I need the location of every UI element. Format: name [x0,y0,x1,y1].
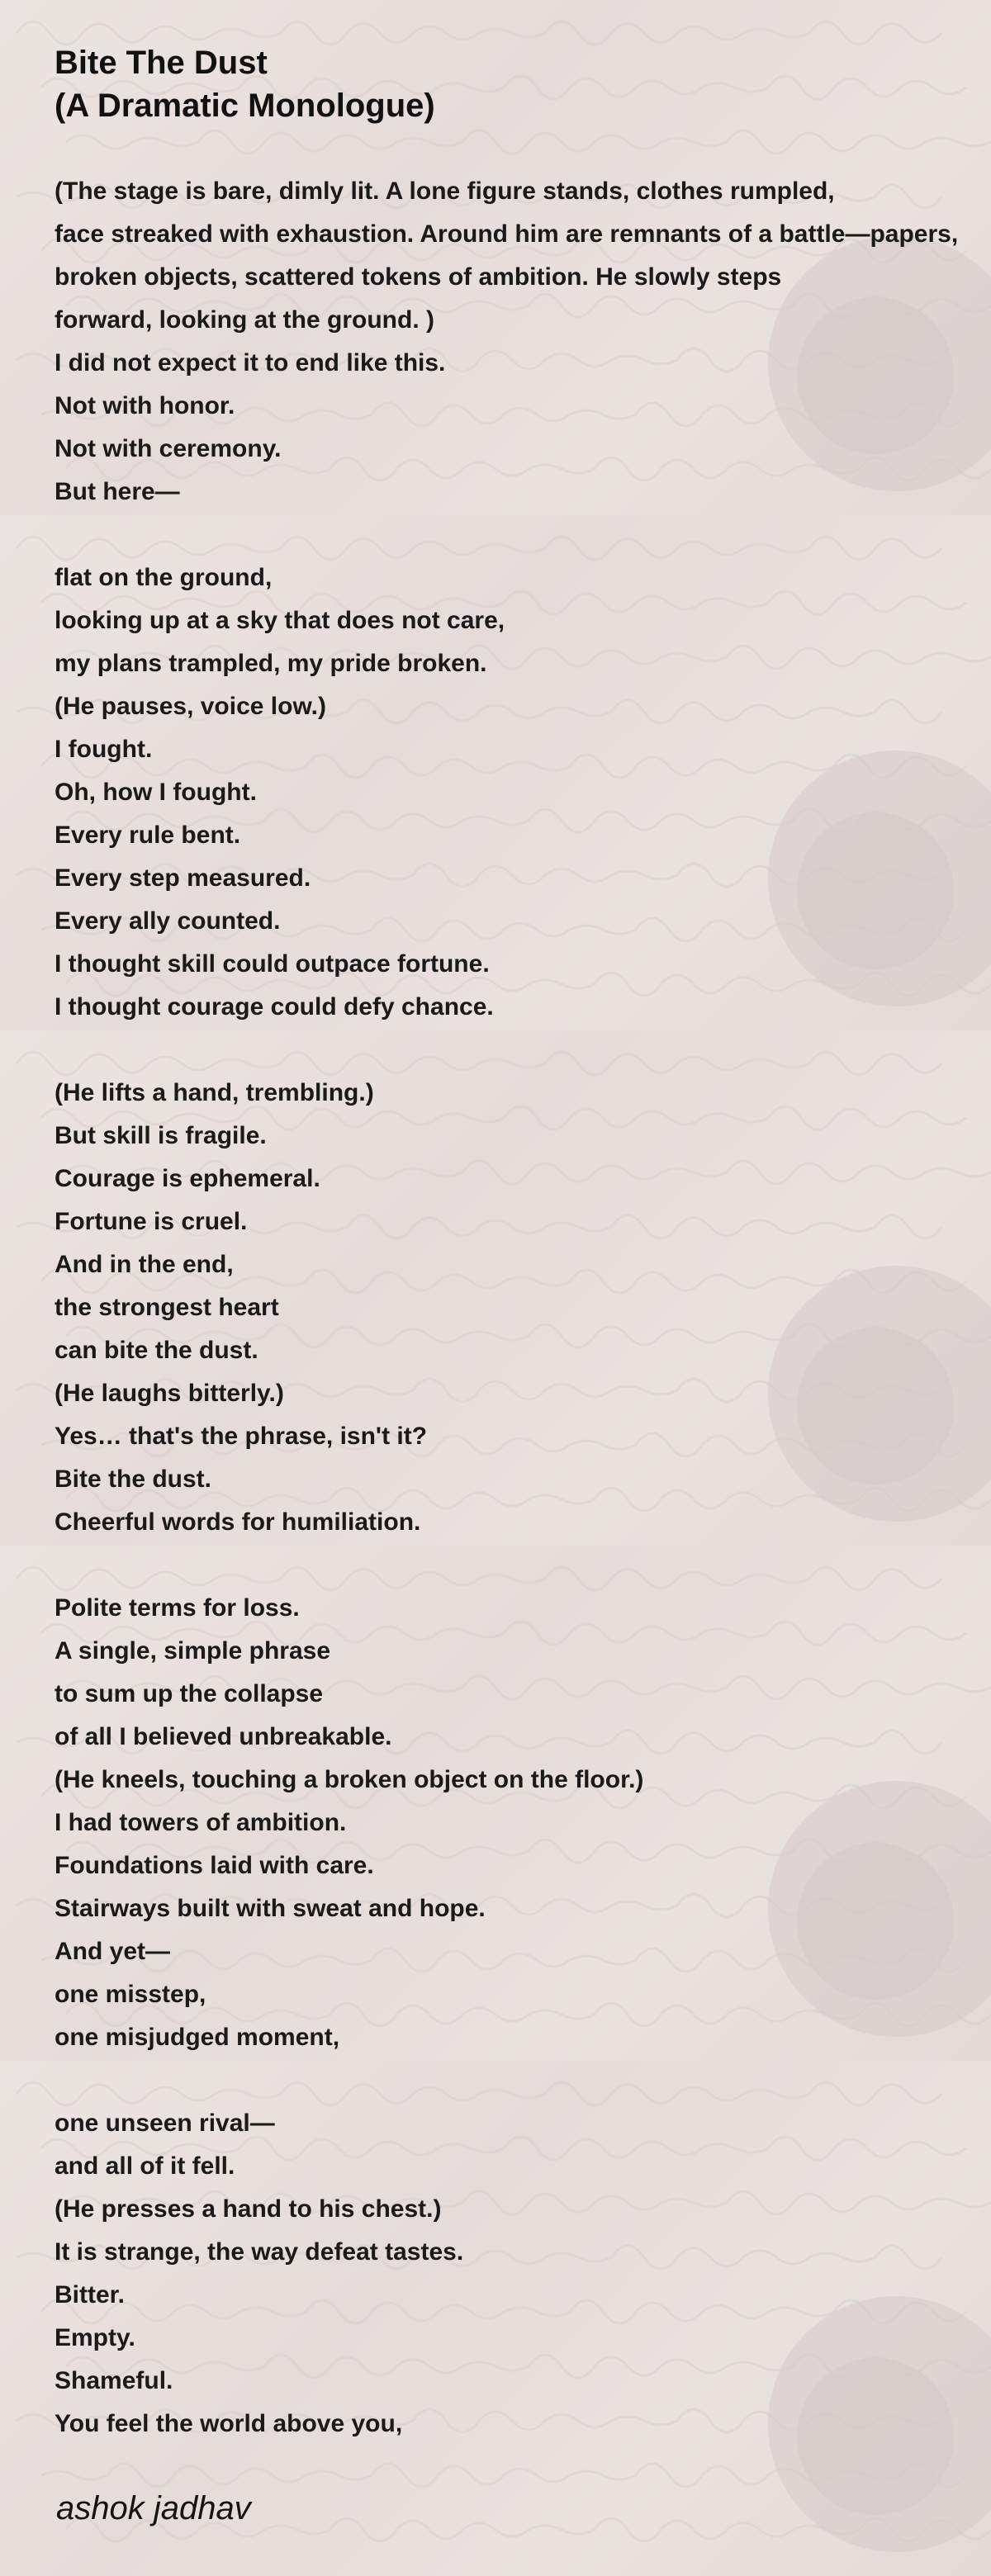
poem-line: Foundations laid with care. [55,1852,374,1879]
poem-stanza [55,1072,991,1544]
poem-line: and all of it fell. [55,2152,235,2180]
poem-line: Polite terms for loss. [55,1594,300,1622]
poem-line: the strongest heart [55,1294,279,1321]
poem-content [55,41,991,2488]
poem-line: can bite the dust. [55,1337,258,1364]
poem-line: Empty. [55,2324,135,2351]
poem-line: (He pauses, voice low.) [55,693,326,720]
poem-stanza [55,1587,991,2059]
poem-author: ashok jadhav [56,2490,251,2526]
poem-stanza [55,2102,991,2446]
poem-line: Shameful. [55,2367,173,2394]
poem-line: (He presses a hand to his chest.) [55,2195,442,2223]
poem-title [55,41,991,127]
poem-line: I had towers of ambition. [55,1809,347,1836]
poem-line: flat on the ground, [55,564,273,591]
poem-line: Fortune is cruel. [55,1208,248,1235]
poem-line: Bite the dust. [55,1466,212,1493]
poem-line: Oh, how I fought. [55,779,257,806]
poem-line: Every rule bent. [55,822,241,849]
poem-line: Cheerful words for humiliation. [55,1508,421,1536]
poem-line: (He kneels, touching a broken object on the floor.) [55,1766,644,1793]
poem-line: to sum up the collapse [55,1680,324,1707]
poem-line: And yet— [55,1938,171,1965]
poem-line: Not with honor. [55,392,235,419]
poem-stanza [55,556,991,1029]
poem-line: Every ally counted. [55,907,281,935]
poem-line: But skill is fragile. [55,1122,267,1149]
poem-line: And in the end, [55,1251,234,1278]
poem-line: I thought courage could defy chance. [55,993,494,1020]
poem-line: I did not expect it to end like this. [55,349,446,376]
poem-line: I fought. [55,736,153,763]
poem-line: (He laughs bitterly.) [55,1380,284,1407]
poem-title-line-2: (A Dramatic Monologue) [55,88,435,124]
poem-line: looking up at a sky that does not care, [55,607,505,634]
poem-line: one misjudged moment, [55,2024,340,2051]
poem-line: Not with ceremony. [55,435,282,462]
poem-line: Every step measured. [55,864,311,892]
poem-line: Stairways built with sweat and hope. [55,1895,486,1922]
poem-body [55,170,991,2446]
poem-line: one misstep, [55,1981,206,2008]
poem-stanza [55,170,991,514]
poem-title-line-1: Bite The Dust [55,45,268,81]
poem-line: Yes… that's the phrase, isn't it? [55,1423,428,1450]
poem-line: (He lifts a hand, trembling.) [55,1079,374,1106]
poem-line: my plans trampled, my pride broken. [55,650,487,677]
poem-line: face streaked with exhaustion. Around him are remnants of a battle—papers, [55,220,959,248]
poem-line: Courage is ephemeral. [55,1165,320,1192]
poem-line: It is strange, the way defeat tastes. [55,2238,464,2266]
poem-line: You feel the world above you, [55,2410,403,2437]
poem-line: one unseen rival— [55,2110,275,2137]
poem-line: of all I believed unbreakable. [55,1723,392,1750]
poem-line: (The stage is bare, dimly lit. A lone figure stands, clothes rumpled, [55,178,835,205]
poem-line: But here— [55,478,180,505]
poem-line: broken objects, scattered tokens of ambition. He slowly steps [55,263,782,291]
poem-line: I thought skill could outpace fortune. [55,950,490,978]
poem-line: A single, simple phrase [55,1637,330,1664]
poem-line: forward, looking at the ground. ) [55,306,434,334]
poem-line: Bitter. [55,2281,126,2308]
